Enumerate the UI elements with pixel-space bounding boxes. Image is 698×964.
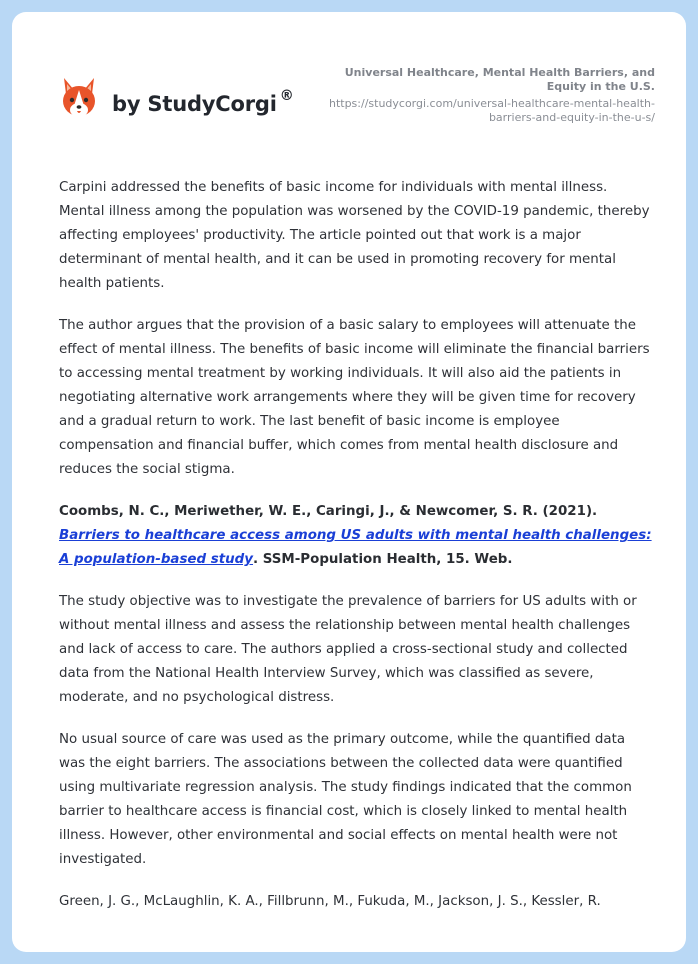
registered-mark: ® (279, 87, 294, 104)
citation-link[interactable]: Barriers to healthcare access among US adults with mental health challenges: A population-based study (59, 528, 652, 567)
citation-coombs (59, 500, 654, 572)
paragraph-5: Green, J. G., McLaughlin, K. A., Fillbrunn, M., Fukuda, M., Jackson, J. S., Kessler, R. (59, 894, 601, 909)
citation-authors: Coombs, N. C., Meriwether, W. E., Caringi, J., & Newcomer, S. R. (2021). (59, 504, 598, 519)
paragraph-1: Carpini addressed the benefits of basic income for individuals with mental illness. Mental illness among the population was worsened by the COVID-19 pandemic, thereby affecting employees' productivity. The article pointed out that work is a major determinant of mental health, and it can be used in promoting recovery for mental health patients. (59, 180, 650, 291)
document-page (12, 12, 686, 952)
citation-suffix: . SSM-Population Health, 15. Web. (252, 552, 513, 567)
paragraph-2: The author argues that the provision of a basic salary to employees will attenuate the effect of mental illness. The benefits of basic income will eliminate the financial barriers to accessing mental treatment by working individuals. It will also aid the patients in negotiating alternative work arrangements where they will be given time for recovery and a gradual return to work. The last benefit of basic income is employee compensation and financial buffer, which comes from mental health disclosure and reduces the social stigma. (59, 318, 650, 477)
paragraph-4: No usual source of care was used as the primary outcome, while the quantified data was the eight barriers. The associations between the collected data were quantified using multivariate regression analysis. The study findings indicated that the common barrier to healthcare access is financial cost, which is closely linked to mental health illness. However, other environmental and social effects on mental health were not investigated. (59, 732, 632, 867)
brand-name: by StudyCorgi ® (112, 87, 294, 116)
studycorgi-logo[interactable] (59, 76, 294, 120)
document-body (59, 176, 654, 932)
document-meta (305, 66, 655, 125)
paragraph-3: The study objective was to investigate the prevalence of barriers for US adults with or without mental illness and assess the relationship between mental health challenges and lack of access to care. The authors applied a cross-sectional study and collected data from the National Health Interview Survey, which was classified as severe, moderate, and no psychological distress. (59, 594, 637, 705)
document-url[interactable]: https://studycorgi.com/universal-healthcare-mental-health-barriers-and-equity-in-the-u-s/ (328, 97, 655, 124)
corgi-icon (59, 76, 99, 120)
document-title: Universal Healthcare, Mental Health Barriers, and Equity in the U.S. (344, 66, 655, 93)
